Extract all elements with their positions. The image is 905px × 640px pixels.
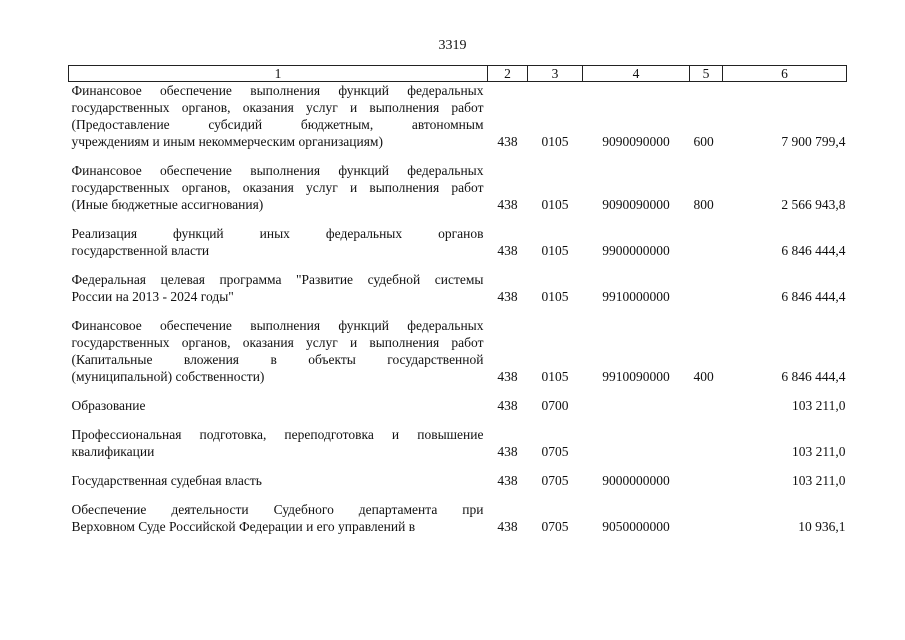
table-row	[69, 397, 847, 414]
expense-type-code	[690, 501, 723, 535]
column-header: 4	[583, 66, 690, 82]
column-header: 3	[528, 66, 583, 82]
chapter-code: 438	[497, 369, 518, 384]
row-spacer	[69, 305, 847, 317]
expense-type-code	[690, 271, 723, 305]
expense-type-code	[690, 426, 723, 460]
description-line: Финансовое обеспечение выполнения функций федеральных	[71, 163, 484, 178]
description-line: Реализация функций иных федеральных органов	[71, 226, 484, 241]
chapter-code: 438	[497, 473, 518, 488]
amount: 6 846 444,4	[781, 369, 846, 384]
row-description	[69, 162, 488, 213]
row-spacer	[69, 259, 847, 271]
target-article-code: 9090090000	[602, 197, 670, 212]
target-article-code: 9090090000	[602, 134, 670, 149]
chapter-code: 438	[497, 134, 518, 149]
amount: 6 846 444,4	[781, 243, 846, 258]
section-code: 0105	[541, 289, 569, 304]
description-line: (Иные бюджетные ассигнования)	[71, 197, 264, 212]
row-description	[69, 317, 488, 385]
chapter-code: 438	[497, 197, 518, 212]
table-row	[69, 225, 847, 259]
expense-type-code	[690, 472, 723, 489]
section-code: 0705	[541, 473, 569, 488]
section-code: 0700	[541, 398, 569, 413]
chapter-code: 438	[497, 289, 518, 304]
table-row	[69, 317, 847, 385]
amount: 6 846 444,4	[781, 289, 846, 304]
row-spacer	[69, 460, 847, 472]
section-code: 0105	[541, 369, 569, 384]
description-line: Федеральная целевая программа "Развитие судебной системы	[71, 272, 484, 287]
description-line: (муниципальной) собственности)	[71, 369, 265, 384]
row-description	[69, 397, 488, 414]
target-article-code	[583, 426, 690, 460]
target-article-code: 9050000000	[602, 519, 670, 534]
row-description	[69, 82, 488, 151]
expense-type-code	[690, 397, 723, 414]
target-article-code: 9000000000	[602, 473, 670, 488]
section-code: 0105	[541, 197, 569, 212]
amount: 2 566 943,8	[781, 197, 846, 212]
description-line: Профессиональная подготовка, переподготовка и повышение	[71, 427, 484, 442]
description-line: квалификации	[71, 444, 155, 459]
chapter-code: 438	[497, 519, 518, 534]
description-line: Образование	[71, 398, 146, 413]
chapter-code: 438	[497, 243, 518, 258]
description-line: Государственная судебная власть	[71, 473, 262, 488]
amount: 103 211,0	[792, 444, 846, 459]
amount: 103 211,0	[792, 473, 846, 488]
table-row	[69, 82, 847, 151]
spacer-cell	[69, 414, 847, 426]
amount: 7 900 799,4	[781, 134, 846, 149]
description-line: (Предоставление субсидий бюджетным, автономным	[71, 117, 484, 132]
header-row	[69, 66, 847, 82]
expense-type-code	[690, 225, 723, 259]
target-article-code	[583, 397, 690, 414]
row-description	[69, 225, 488, 259]
chapter-code: 438	[497, 444, 518, 459]
amount: 103 211,0	[792, 398, 846, 413]
table-body	[69, 82, 847, 536]
description-line: государственных органов, оказания услуг и выполнения работ	[71, 100, 484, 115]
spacer-cell	[69, 259, 847, 271]
budget-table	[68, 65, 847, 535]
row-description	[69, 271, 488, 305]
row-description	[69, 501, 488, 535]
row-spacer	[69, 414, 847, 426]
row-spacer	[69, 213, 847, 225]
row-spacer	[69, 489, 847, 501]
column-header: 5	[690, 66, 723, 82]
expense-type-code: 800	[693, 197, 714, 212]
column-header: 6	[723, 66, 847, 82]
section-code: 0705	[541, 519, 569, 534]
description-line: государственных органов, оказания услуг и выполнения работ	[71, 335, 484, 350]
description-line: учреждениям и иным некоммерческим организациям)	[71, 134, 383, 149]
table-row	[69, 426, 847, 460]
description-line: Финансовое обеспечение выполнения функций федеральных	[71, 318, 484, 333]
description-line: государственных органов, оказания услуг и выполнения работ	[71, 180, 484, 195]
chapter-code: 438	[497, 398, 518, 413]
target-article-code: 9910090000	[602, 369, 670, 384]
expense-type-code: 600	[693, 134, 714, 149]
target-article-code: 9910000000	[602, 289, 670, 304]
expense-type-code: 400	[693, 369, 714, 384]
table-row	[69, 162, 847, 213]
description-line: России на 2013 - 2024 годы"	[71, 289, 234, 304]
column-header: 1	[69, 66, 488, 82]
target-article-code: 9900000000	[602, 243, 670, 258]
row-spacer	[69, 150, 847, 162]
description-line: Обеспечение деятельности Судебного департамента при	[71, 502, 484, 517]
table-row	[69, 501, 847, 535]
spacer-cell	[69, 213, 847, 225]
spacer-cell	[69, 460, 847, 472]
description-line: государственной власти	[71, 243, 210, 258]
description-line: (Капитальные вложения в объекты государственной	[71, 352, 484, 367]
amount: 10 936,1	[798, 519, 846, 534]
spacer-cell	[69, 385, 847, 397]
spacer-cell	[69, 305, 847, 317]
section-code: 0105	[541, 134, 569, 149]
spacer-cell	[69, 489, 847, 501]
page-number: 3319	[438, 38, 467, 53]
spacer-cell	[69, 150, 847, 162]
section-code: 0705	[541, 444, 569, 459]
row-spacer	[69, 385, 847, 397]
description-line: Верховном Суде Российской Федерации и его управлений в	[71, 519, 416, 534]
table-row	[69, 472, 847, 489]
description-line: Финансовое обеспечение выполнения функций федеральных	[71, 83, 484, 98]
section-code: 0105	[541, 243, 569, 258]
row-description	[69, 426, 488, 460]
table-row	[69, 271, 847, 305]
row-description	[69, 472, 488, 489]
column-header: 2	[488, 66, 528, 82]
